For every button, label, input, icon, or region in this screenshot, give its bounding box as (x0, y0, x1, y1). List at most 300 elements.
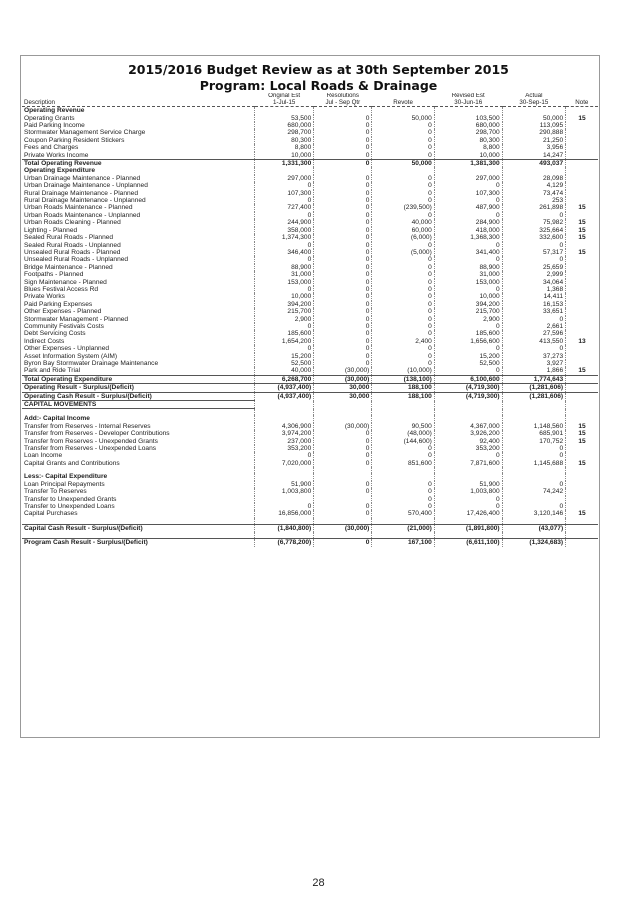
original-est-value: 0 (255, 503, 314, 510)
revised-est-value: 1,003,800 (434, 488, 502, 495)
note-value: 15 (566, 234, 598, 241)
note-value (566, 316, 598, 323)
revised-est-value: 0 (434, 496, 502, 503)
original-est-value: 237,000 (255, 438, 314, 445)
note-value (566, 345, 598, 352)
actual-value: 290,888 (502, 129, 566, 136)
original-est-value (255, 473, 314, 480)
resolutions-value: 0 (314, 144, 372, 151)
actual-value: 170,752 (502, 438, 566, 445)
resolutions-value: 0 (314, 338, 372, 345)
note-value: 15 (566, 438, 598, 445)
note-value: 15 (566, 115, 598, 122)
revised-est-value: 1,381,300 (434, 160, 502, 168)
resolutions-value: 0 (314, 227, 372, 234)
table-row (22, 264, 598, 271)
program-title: Program: Local Roads & Drainage (199, 78, 438, 93)
original-est-value: 297,000 (255, 175, 314, 182)
resolutions-value: 0 (314, 182, 372, 189)
revised-est-value: 2,900 (434, 316, 502, 323)
table-row (22, 308, 598, 315)
revised-est-value: 0 (434, 345, 502, 352)
original-est-value: 4,306,900 (255, 423, 314, 430)
note-value (566, 152, 598, 160)
row-description: Operating Cash Result - Surplus/(Deficit) (22, 392, 255, 400)
resolutions-value (314, 473, 372, 480)
original-est-value: 358,000 (255, 227, 314, 234)
table-row (22, 423, 598, 430)
col-original-est: Original Est 1-Jul-15 (255, 93, 314, 107)
row-description: Operating Grants (24, 114, 75, 122)
resolutions-value: 0 (314, 271, 372, 278)
resolutions-value: 0 (314, 308, 372, 315)
row-description: Bridge Maintenance - Planned (24, 263, 113, 271)
original-est-value: 7,020,000 (255, 460, 314, 467)
resolutions-value: 0 (314, 430, 372, 437)
table-row (22, 510, 598, 517)
resolutions-value (314, 107, 372, 115)
table-row (22, 415, 598, 422)
resolutions-value (314, 401, 372, 409)
row-description: Loan Income (24, 452, 63, 460)
row-description: Program Cash Result - Surplus/(Deficit) (22, 539, 255, 547)
row-description: Paid Parking Expenses (24, 300, 93, 308)
resolutions-value: (30,000) (314, 524, 372, 532)
table-row (22, 367, 598, 375)
row-description: Sealed Rural Roads - Planned (24, 234, 114, 242)
actual-value: 1,866 (502, 367, 566, 375)
resolutions-value: 0 (314, 438, 372, 445)
row-description: Lighting - Planned (24, 226, 78, 234)
revised-est-value: 0 (434, 212, 502, 219)
resolutions-value: 0 (314, 286, 372, 293)
note-value (566, 279, 598, 286)
note-value (566, 488, 598, 495)
revote-value: 0 (372, 481, 434, 488)
table-row (22, 360, 598, 367)
actual-value: 75,982 (502, 219, 566, 226)
note-value (566, 271, 598, 278)
original-est-value: 680,000 (255, 122, 314, 129)
budget-table (22, 93, 598, 547)
actual-value: 493,037 (502, 160, 566, 168)
revote-value (372, 167, 434, 174)
revised-est-value: 418,000 (434, 227, 502, 234)
original-est-value: 3,974,200 (255, 430, 314, 437)
note-value (566, 137, 598, 144)
revote-value (372, 107, 434, 115)
note-value: 15 (566, 460, 598, 467)
row-description: Sign Maintenance - Planned (24, 278, 107, 286)
revised-est-value: (6,611,100) (434, 539, 502, 547)
note-value: 15 (566, 219, 598, 226)
revote-value: (10,000) (372, 367, 434, 375)
note-value (566, 392, 598, 400)
actual-value (502, 496, 566, 503)
original-est-value: 244,900 (255, 219, 314, 226)
actual-value: 50,000 (502, 115, 566, 122)
revised-est-value: 0 (434, 182, 502, 189)
revised-est-value: 0 (434, 256, 502, 263)
table-row (22, 167, 598, 174)
revote-value: (5,000) (372, 249, 434, 256)
resolutions-value: 30,000 (314, 384, 372, 392)
note-value (566, 286, 598, 293)
resolutions-value: 0 (314, 242, 372, 249)
resolutions-value: 0 (314, 452, 372, 459)
revised-est-value: 3,926,200 (434, 430, 502, 437)
revote-value: 0 (372, 122, 434, 129)
table-row (22, 249, 598, 256)
note-value (566, 384, 598, 392)
original-est-value: 0 (255, 345, 314, 352)
actual-value: 325,664 (502, 227, 566, 234)
resolutions-value: 0 (314, 190, 372, 197)
table-row (22, 107, 598, 115)
row-description: Transfer from Reserves - Unexpended Loans (24, 445, 157, 453)
original-est-value: 0 (255, 452, 314, 459)
note-value (566, 452, 598, 459)
note-value (566, 360, 598, 367)
resolutions-value: (30,000) (314, 423, 372, 430)
revised-est-value: (4,719,300) (434, 384, 502, 392)
table-row (22, 293, 598, 300)
table-row (22, 219, 598, 226)
original-est-value (255, 167, 314, 174)
original-est-value: 185,600 (255, 330, 314, 337)
revote-value: 0 (372, 190, 434, 197)
resolutions-value: 0 (314, 503, 372, 510)
revote-value: (138,100) (372, 375, 434, 383)
actual-value: 253 (502, 197, 566, 204)
original-est-value: 394,200 (255, 301, 314, 308)
note-value (566, 107, 598, 115)
row-description: Other Expenses - Planned (24, 308, 102, 316)
actual-value: 37,273 (502, 353, 566, 360)
row-description: Urban Drainage Maintenance - Planned (24, 174, 141, 182)
revote-value: (239,500) (372, 204, 434, 211)
note-value (566, 175, 598, 182)
note-value (566, 122, 598, 129)
table-row (22, 524, 598, 532)
revised-est-value (434, 401, 502, 409)
revote-value: 0 (372, 293, 434, 300)
original-est-value: 727,400 (255, 204, 314, 211)
original-est-value: 215,700 (255, 308, 314, 315)
table-row (22, 256, 598, 263)
row-description: Paid Parking Income (24, 122, 85, 129)
actual-value: 27,596 (502, 330, 566, 337)
row-description: Total Operating Expenditure (22, 375, 255, 383)
resolutions-value: 0 (314, 445, 372, 452)
note-value (566, 481, 598, 488)
revote-value: 0 (372, 271, 434, 278)
resolutions-value: 0 (314, 249, 372, 256)
revised-est-value: 107,300 (434, 190, 502, 197)
row-description: Add:- Capital Income (24, 415, 90, 423)
actual-value: 1,368 (502, 286, 566, 293)
resolutions-value: 0 (314, 539, 372, 547)
revote-value: 0 (372, 182, 434, 189)
table-row (22, 286, 598, 293)
table-row (22, 330, 598, 337)
row-description: Unsealed Rural Roads - Unplanned (24, 256, 129, 264)
actual-value: 0 (502, 452, 566, 459)
table-row (22, 488, 598, 495)
actual-value: (43,077) (502, 524, 566, 532)
revote-value: 0 (372, 308, 434, 315)
note-value: 15 (566, 249, 598, 256)
revised-est-value: 185,600 (434, 330, 502, 337)
revote-value: (144,600) (372, 438, 434, 445)
report-title: 2015/2016 Budget Review as at 30th September 2015 (128, 62, 509, 77)
revised-est-value (434, 473, 502, 480)
actual-value: 0 (502, 256, 566, 263)
original-est-value: 0 (255, 286, 314, 293)
row-description: Unsealed Rural Roads - Planned (24, 248, 121, 256)
note-value: 15 (566, 204, 598, 211)
original-est-value: 1,003,800 (255, 488, 314, 495)
actual-value: 25,659 (502, 264, 566, 271)
revised-est-value: 4,367,000 (434, 423, 502, 430)
revote-value: 0 (372, 242, 434, 249)
original-est-value: 15,200 (255, 353, 314, 360)
note-value (566, 415, 598, 422)
table-row (22, 152, 598, 160)
row-description: Urban Roads Maintenance - Planned (24, 204, 133, 212)
row-description: Rural Drainage Maintenance - Unplanned (24, 197, 146, 205)
revised-est-value: 52,500 (434, 360, 502, 367)
note-value: 15 (566, 510, 598, 517)
revised-est-value: 680,000 (434, 122, 502, 129)
original-est-value: (6,778,200) (255, 539, 314, 547)
original-est-value: 0 (255, 197, 314, 204)
row-description: Fees and Charges (24, 144, 79, 152)
resolutions-value: 0 (314, 115, 372, 122)
table-row (22, 212, 598, 219)
actual-value (502, 107, 566, 115)
revised-est-value (434, 107, 502, 115)
col-resolutions: Resolutions Jul - Sep Qtr (314, 93, 372, 107)
actual-value: 3,927 (502, 360, 566, 367)
actual-value: 16,153 (502, 301, 566, 308)
row-description: Stormwater Management Service Charge (24, 129, 146, 137)
table-row (22, 115, 598, 122)
table-row (22, 496, 598, 503)
row-description: Less:- Capital Expenditure (24, 473, 108, 481)
revised-est-value: 0 (434, 197, 502, 204)
original-est-value: 0 (255, 182, 314, 189)
original-est-value: 0 (255, 212, 314, 219)
revised-est-value: 7,871,600 (434, 460, 502, 467)
resolutions-value: 0 (314, 122, 372, 129)
table-row (22, 430, 598, 437)
actual-value: 74,242 (502, 488, 566, 495)
note-value: 15 (566, 367, 598, 375)
resolutions-value: (30,000) (314, 375, 372, 383)
table-row (22, 345, 598, 352)
table-row (22, 242, 598, 249)
revote-value: 0 (372, 256, 434, 263)
revote-value: 0 (372, 264, 434, 271)
revised-est-value: 10,000 (434, 152, 502, 160)
revised-est-value: 17,426,400 (434, 510, 502, 517)
table-row (22, 473, 598, 480)
revote-value: 0 (372, 488, 434, 495)
resolutions-value: 0 (314, 510, 372, 517)
resolutions-value: 0 (314, 129, 372, 136)
actual-value: (1,281,606) (502, 392, 566, 400)
page-number: 28 (312, 877, 325, 889)
table-row (22, 144, 598, 151)
actual-value: 0 (502, 445, 566, 452)
table-row (22, 392, 598, 400)
revised-est-value: 92,400 (434, 438, 502, 445)
note-value: 15 (566, 430, 598, 437)
actual-value: 0 (502, 345, 566, 352)
revised-est-value: 103,500 (434, 115, 502, 122)
row-description: Urban Drainage Maintenance - Unplanned (24, 182, 148, 190)
note-value: 15 (566, 423, 598, 430)
revote-value: 2,400 (372, 338, 434, 345)
note-value (566, 473, 598, 480)
revised-est-value: 0 (434, 242, 502, 249)
revised-est-value (434, 167, 502, 174)
note-value (566, 167, 598, 174)
revised-est-value: 88,900 (434, 264, 502, 271)
resolutions-value: 0 (314, 345, 372, 352)
row-description: Urban Roads Cleaning - Planned (24, 219, 121, 227)
actual-value (502, 167, 566, 174)
original-est-value (255, 401, 314, 409)
note-value (566, 445, 598, 452)
actual-value: 685,901 (502, 430, 566, 437)
actual-value: 0 (502, 212, 566, 219)
original-est-value: 53,500 (255, 115, 314, 122)
resolutions-value: 0 (314, 256, 372, 263)
revote-value: 0 (372, 445, 434, 452)
note-value (566, 503, 598, 510)
row-description: Debt Servicing Costs (24, 330, 86, 338)
row-description: Transfer to Unexpended Loans (24, 502, 115, 510)
table-row (22, 197, 598, 204)
table-row (22, 323, 598, 330)
table-row (22, 384, 598, 392)
resolutions-value: 0 (314, 197, 372, 204)
revote-value (372, 415, 434, 422)
table-row (22, 460, 598, 467)
table-row (22, 445, 598, 452)
original-est-value (255, 415, 314, 422)
resolutions-value (314, 167, 372, 174)
resolutions-value: 0 (314, 353, 372, 360)
revised-est-value: 0 (434, 503, 502, 510)
col-revised-est: Revised Est 30-Jun-16 (434, 93, 502, 107)
revote-value: 188,100 (372, 392, 434, 400)
actual-value: 413,550 (502, 338, 566, 345)
note-value (566, 129, 598, 136)
row-description: Coupon Parking Resident Stickers (24, 136, 125, 144)
revised-est-value: 10,000 (434, 293, 502, 300)
table-row (22, 175, 598, 182)
resolutions-value: 30,000 (314, 392, 372, 400)
note-value (566, 401, 598, 409)
original-est-value: 8,800 (255, 144, 314, 151)
row-description: Other Expenses - Unplanned (24, 345, 110, 353)
original-est-value (255, 496, 314, 503)
table-row (22, 539, 598, 547)
revote-value: 0 (372, 330, 434, 337)
revised-est-value: 31,000 (434, 271, 502, 278)
table-row (22, 190, 598, 197)
actual-value: 332,600 (502, 234, 566, 241)
original-est-value: 0 (255, 242, 314, 249)
resolutions-value: (30,000) (314, 367, 372, 375)
resolutions-value: 0 (314, 316, 372, 323)
resolutions-value: 0 (314, 175, 372, 182)
note-value (566, 144, 598, 151)
actual-value: 0 (502, 242, 566, 249)
table-row (22, 401, 598, 409)
revote-value: 0 (372, 137, 434, 144)
resolutions-value: 0 (314, 212, 372, 219)
resolutions-value: 0 (314, 460, 372, 467)
row-description: Indirect Costs (24, 337, 65, 345)
revised-est-value: 1,368,300 (434, 234, 502, 241)
row-description: Rural Drainage Maintenance - Planned (24, 189, 138, 197)
resolutions-value: 0 (314, 160, 372, 168)
revote-value: 0 (372, 353, 434, 360)
col-actual: Actual 30-Sep-15 (502, 93, 566, 107)
actual-value: 3,120,146 (502, 510, 566, 517)
revised-est-value: 15,200 (434, 353, 502, 360)
revised-est-value: 51,900 (434, 481, 502, 488)
row-description: Capital Grants and Contributions (24, 459, 120, 467)
actual-value: 14,247 (502, 152, 566, 160)
col-description: Description (22, 93, 255, 107)
table-row (22, 481, 598, 488)
note-value: 13 (566, 338, 598, 345)
table-row (22, 503, 598, 510)
actual-value: 1,774,643 (502, 375, 566, 383)
revote-value: 570,400 (372, 510, 434, 517)
resolutions-value: 0 (314, 323, 372, 330)
note-value (566, 524, 598, 532)
original-est-value: 2,900 (255, 316, 314, 323)
original-est-value: 0 (255, 323, 314, 330)
note-value (566, 160, 598, 168)
revote-value: 0 (372, 301, 434, 308)
note-value (566, 197, 598, 204)
note-value: 15 (566, 227, 598, 234)
revote-value: 167,100 (372, 539, 434, 547)
table-row (22, 204, 598, 211)
row-description: Capital Purchases (24, 510, 78, 518)
revote-value: 0 (372, 212, 434, 219)
revised-est-value: (1,891,800) (434, 524, 502, 532)
col-note: Note (566, 93, 598, 107)
actual-value: 33,651 (502, 308, 566, 315)
original-est-value: 1,654,200 (255, 338, 314, 345)
resolutions-value: 0 (314, 330, 372, 337)
resolutions-value: 0 (314, 264, 372, 271)
table-row (22, 160, 598, 168)
revised-est-value: 297,000 (434, 175, 502, 182)
actual-value: 2,661 (502, 323, 566, 330)
table-row (22, 452, 598, 459)
original-est-value: 10,000 (255, 293, 314, 300)
resolutions-value: 0 (314, 481, 372, 488)
